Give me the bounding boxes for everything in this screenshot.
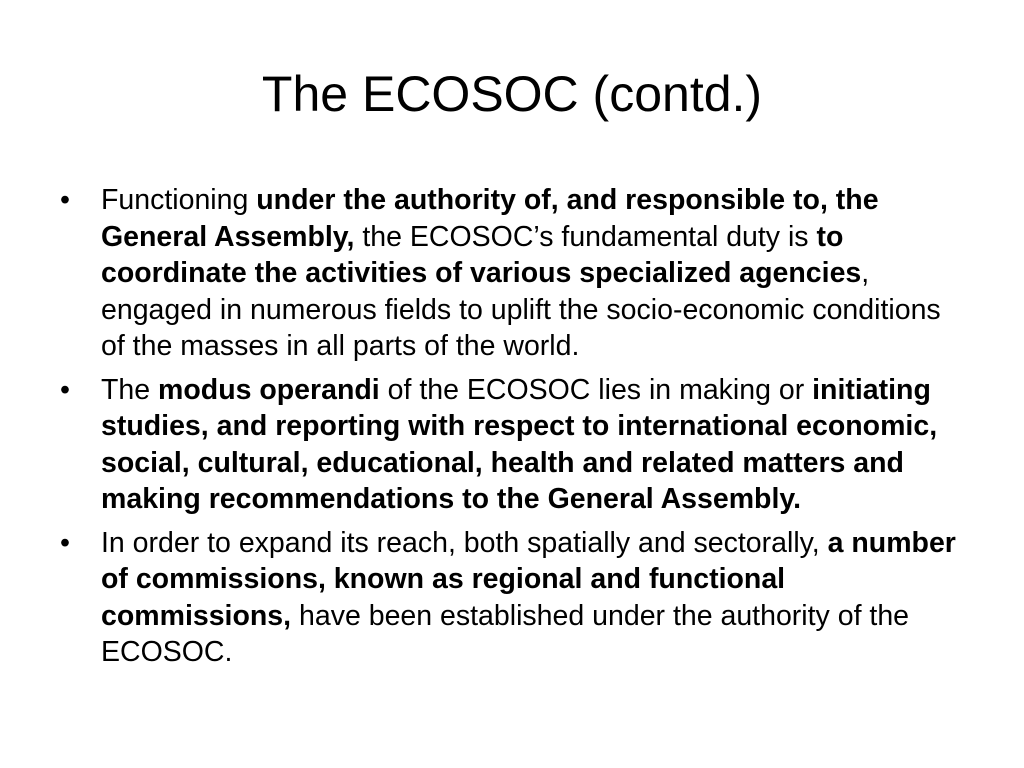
slide-title: The ECOSOC (contd.) — [261, 66, 763, 122]
bullet-item-1 — [60, 182, 965, 365]
bullet-icon: • — [60, 526, 70, 559]
bullet-1-seg-4: to coordinate the activities of various specialized agencies — [101, 220, 862, 289]
bullet-icon: • — [60, 373, 70, 406]
bullet-item-3 — [60, 525, 965, 671]
bullet-icon: • — [60, 184, 70, 216]
bullet-2-seg-1: The — [101, 373, 159, 406]
bullet-1-seg-5: , engaged in numerous fields to uplift the socio-economic conditions of the masses in all parts of the world. — [101, 257, 941, 362]
bullet-3-seg-2: a number of commissions, known as regional and functional commissions, — [101, 526, 956, 632]
bullet-2-seg-4: initiating studies, and reporting with respect to international economic, social, cultural, educational, health and related matters and making recommendations to the General Assembly. — [101, 373, 938, 515]
bullet-1-seg-1: Functioning — [101, 184, 257, 216]
bullet-2-seg-3: of the ECOSOC lies in making or — [379, 373, 813, 406]
bullet-list — [60, 182, 965, 678]
bullet-3-seg-3: have been established under the authority of the ECOSOC. — [101, 599, 910, 668]
bullet-2-seg-2: modus operandi — [158, 373, 380, 406]
bullet-1-seg-2: under the authority of, and responsible to, the General Assembly, — [101, 184, 879, 253]
bullet-item-2 — [60, 372, 965, 518]
bullet-1-seg-3: the ECOSOC’s fundamental duty is — [354, 220, 817, 253]
bullet-3-seg-1: In order to expand its reach, both spatially and sectorally, — [101, 526, 828, 559]
